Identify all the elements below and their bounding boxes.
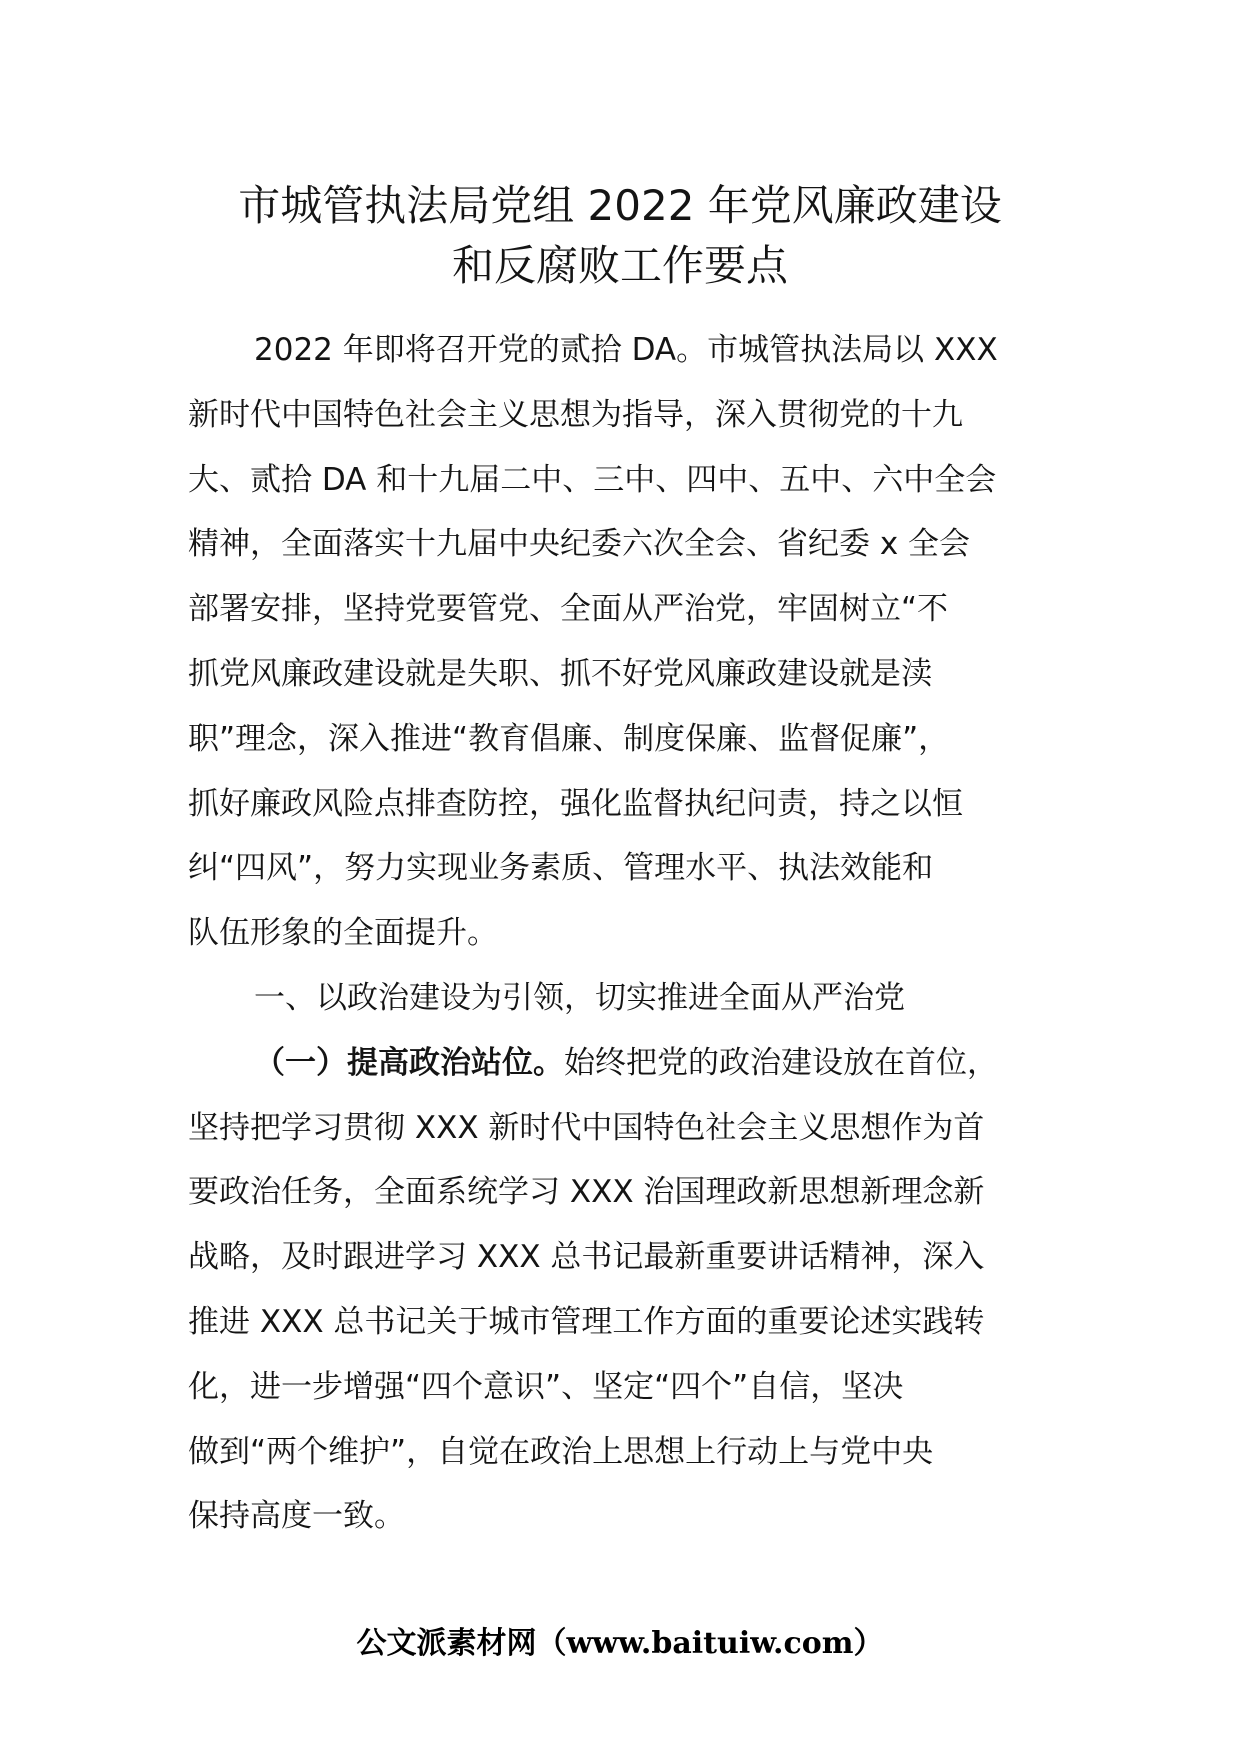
paragraph-line: 要政治任务，全面系统学习 XXX 治国理政新思想新理念新 [188, 1174, 985, 1211]
paragraph-line: 部署安排，坚持党要管党、全面从严治党，牢固树立“不 [188, 591, 949, 628]
document-body [188, 318, 1056, 1549]
paragraph-line: 2022 年即将召开党的贰拾 DA。市城管执法局以 XXX [254, 332, 998, 368]
subsection-first-line [188, 1031, 1056, 1096]
paragraph-line: 队伍形象的全面提升。 [188, 915, 498, 952]
title-line-1: 市城管执法局党组 2022 年党风廉政建设 [238, 181, 1002, 230]
paragraph-line: 坚持把学习贯彻 XXX 新时代中国特色社会主义思想作为首 [188, 1109, 985, 1146]
paragraph-line: 抓好廉政风险点排查防控，强化监督执纪问责，持之以恒 [188, 785, 963, 822]
section-heading: 一、以政治建设为引领，切实推进全面从严治党 [254, 979, 905, 1016]
subsection-first-text: 始终把党的政治建设放在首位， [564, 1044, 998, 1081]
paragraph-line: 抓党风廉政建设就是失职、抓不好党风廉政建设就是渎 [188, 655, 932, 692]
subsection-heading: （一）提高政治站位。 [254, 1044, 564, 1081]
source-footer: 公文派素材网（www.baituiw.com） [356, 1626, 884, 1661]
paragraph-line: 化，进一步增强“四个意识”、坚定“四个”自信，坚决 [188, 1368, 904, 1405]
paragraph-line: 推进 XXX 总书记关于城市管理工作方面的重要论述实践转 [188, 1303, 985, 1340]
paragraph-line: 职”理念，深入推进“教育倡廉、制度保廉、监督促廉”， [188, 720, 950, 757]
paragraph-line: 精神，全面落实十九届中央纪委六次全会、省纪委 x 全会 [188, 526, 971, 563]
paragraph-line: 做到“两个维护”，自觉在政治上思想上行动上与党中央 [188, 1433, 934, 1470]
paragraph-line: 保持高度一致。 [188, 1498, 405, 1535]
title-line-2: 和反腐败工作要点 [451, 241, 788, 290]
paragraph-line: 战略，及时跟进学习 XXX 总书记最新重要讲话精神，深入 [188, 1239, 985, 1276]
paragraph-line: 新时代中国特色社会主义思想为指导，深入贯彻党的十九 [188, 396, 963, 433]
paragraph-line: 大、贰拾 DA 和十九届二中、三中、四中、五中、六中全会 [188, 461, 997, 498]
document-title [150, 176, 1090, 296]
paragraph-line: 纠“四风”，努力实现业务素质、管理水平、执法效能和 [188, 850, 934, 887]
